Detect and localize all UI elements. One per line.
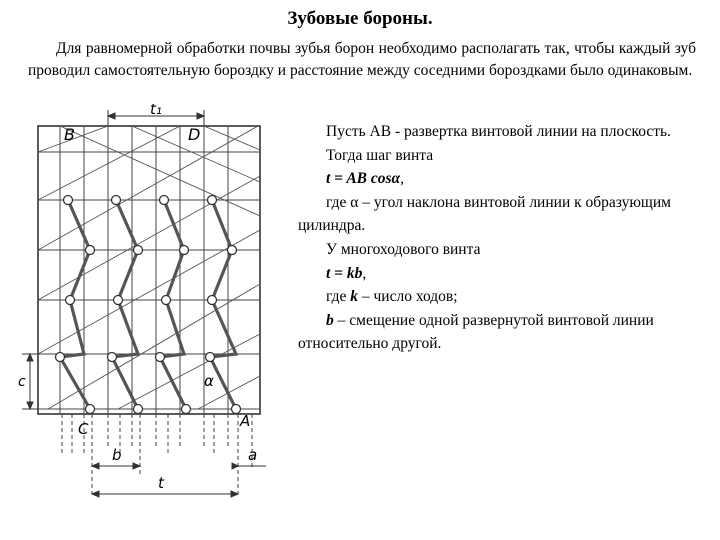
intro-paragraph: Для равномерной обработки почвы зубья борон необходимо располагать так, чтобы каждый зуб проводил самостоятельную бороздку и расстояние между соседними бороздками было одинаковым. xyxy=(28,40,696,79)
label-b-point: B xyxy=(64,125,75,144)
t-dimension xyxy=(92,491,238,497)
var-k: k xyxy=(350,288,358,306)
line-b-definition xyxy=(298,309,698,356)
label-c-point: C xyxy=(78,420,89,438)
formula-pitch xyxy=(298,167,698,191)
line-k-definition xyxy=(298,285,698,309)
line-b-post: – смещение одной развернутой винтовой линии относительно другой. xyxy=(298,311,654,353)
frame xyxy=(38,126,260,414)
grid-verticals xyxy=(60,126,228,414)
formula-multistart-expr: t = kb xyxy=(326,264,363,282)
label-b-dimension: b xyxy=(112,446,122,464)
line-alpha-definition: где α – угол наклона винтовой линии к образующим цилиндра. xyxy=(298,193,671,235)
label-t1: t₁ xyxy=(150,104,162,118)
dashed-extensions xyxy=(62,414,252,494)
formula-multistart xyxy=(298,262,698,286)
label-a-point: A xyxy=(240,412,251,430)
explanation-text xyxy=(298,120,698,356)
line-ab-definition: Пусть AB - развертка винтовой линии на плоскость. xyxy=(326,123,671,140)
line-k-pre: где xyxy=(326,288,351,306)
line-k-post: – число ходов; xyxy=(357,288,458,306)
label-t-dimension: t xyxy=(158,474,164,492)
line-multistart: У многоходового винта xyxy=(326,240,481,258)
formula-pitch-expr: t = AB cosα xyxy=(326,170,401,188)
label-alpha: α xyxy=(204,372,214,390)
label-d-point: D xyxy=(188,125,201,144)
formula-multistart-tail: , xyxy=(362,264,367,282)
grid-horizontals xyxy=(38,152,260,409)
formula-pitch-tail: , xyxy=(400,170,404,188)
page-title: Зубовые бороны. xyxy=(287,8,433,29)
var-b: b xyxy=(326,311,334,329)
label-a-dimension: a xyxy=(248,446,258,464)
label-c-dimension: c xyxy=(18,374,26,390)
harrow-diagram xyxy=(18,104,280,524)
line-pitch-intro: Тогда шаг винта xyxy=(326,146,434,164)
